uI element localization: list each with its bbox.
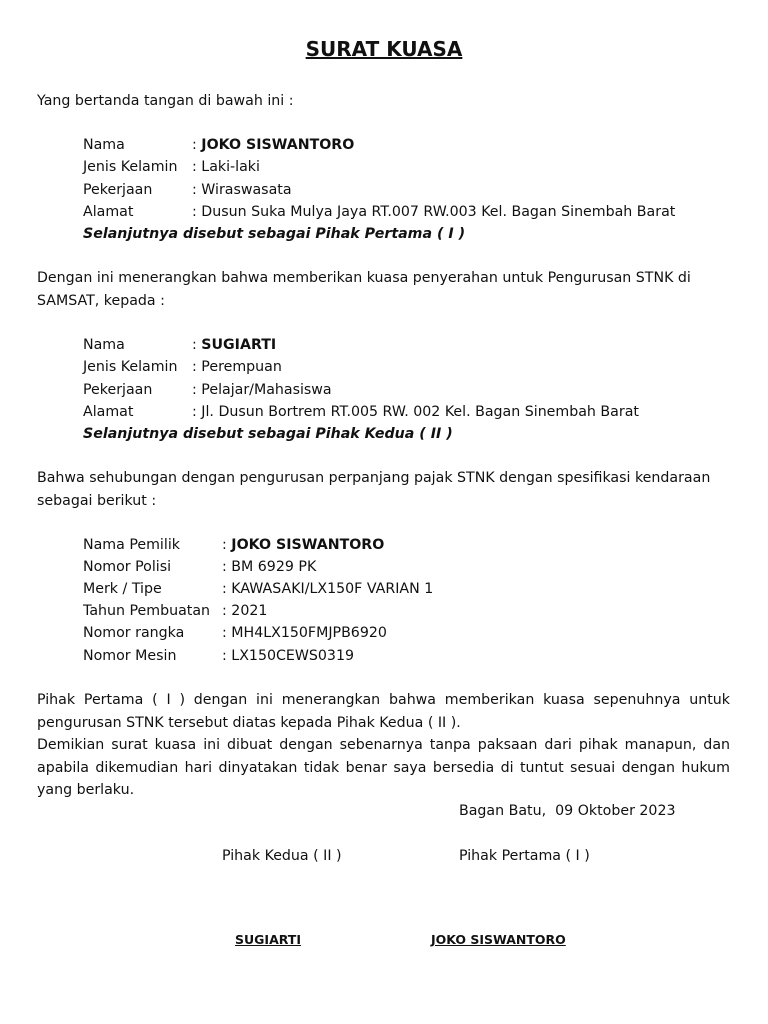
field-label: Jenis Kelamin (83, 359, 178, 375)
spec-label: Nomor rangka (83, 625, 185, 641)
field-label: Nama (83, 137, 125, 153)
spec-label: Nama Pemilik (83, 537, 180, 553)
intro-text: Yang bertanda tangan di bawah ini : (37, 93, 294, 109)
spec-label: Nomor Mesin (83, 648, 177, 664)
sign-right-name: JOKO SISWANTORO (431, 932, 566, 947)
spec-label: Tahun Pembuatan (83, 603, 211, 619)
field-label: Nama (83, 337, 125, 353)
field-value: : SUGIARTI (192, 337, 277, 353)
field-value: : JOKO SISWANTORO (192, 137, 355, 153)
spec-value: : BM 6929 PK (222, 559, 317, 575)
field-value: : Wiraswasata (192, 182, 292, 198)
closing-paragraph-1: Pihak Pertama ( I ) dengan ini menerangkan bahwa memberikan kuasa sepenuhnya untuk pengurusan STNK tersebut diatas kepada Pihak Kedua ( II ). (37, 692, 730, 731)
field-label: Jenis Kelamin (83, 159, 178, 175)
pihak-kedua-note: Selanjutnya disebut sebagai Pihak Kedua ( II ) (83, 426, 453, 442)
field-value: : Dusun Suka Mulya Jaya RT.007 RW.003 Kel. Bagan Sinembah Barat (192, 204, 676, 220)
spec-value: : MH4LX150FMJPB6920 (222, 625, 387, 641)
field-label: Alamat (83, 204, 134, 220)
spec-value: : LX150CEWS0319 (222, 648, 355, 664)
spec-label: Merk / Tipe (83, 581, 162, 597)
field-label: Pekerjaan (83, 182, 153, 198)
spec-value: : 2021 (222, 603, 268, 619)
sign-right-role: Pihak Pertama ( I ) (459, 848, 590, 864)
page-title: SURAT KUASA (305, 37, 463, 61)
field-value: : Perempuan (192, 359, 282, 375)
spec-label: Nomor Polisi (83, 559, 172, 575)
spec-value: : KAWASAKI/LX150F VARIAN 1 (222, 581, 434, 597)
pihak-pertama-note: Selanjutnya disebut sebagai Pihak Pertama ( I ) (83, 226, 466, 242)
statement-text: Dengan ini menerangkan bahwa memberikan kuasa penyerahan untuk Pengurusan STNK di SAMSAT, kepada : (37, 270, 691, 309)
sign-left-role: Pihak Kedua ( II ) (222, 848, 342, 864)
field-value: : Laki-laki (192, 159, 260, 175)
field-label: Alamat (83, 404, 134, 420)
spec-value: : JOKO SISWANTORO (222, 537, 385, 553)
closing-paragraph-2: Demikian surat kuasa ini dibuat dengan sebenarnya tanpa paksaan dari pihak manapun, dan apabila dikemudian hari dinyatakan tidak benar saya bersedia di tuntut sesuai dengan hukum yang berlaku. (37, 737, 730, 798)
vehicle-intro-text: Bahwa sehubungan dengan pengurusan perpanjang pajak STNK dengan spesifikasi kendaraan sebagai berikut : (37, 470, 711, 509)
field-value: : Jl. Dusun Bortrem RT.005 RW. 002 Kel. Bagan Sinembah Barat (192, 404, 639, 420)
field-label: Pekerjaan (83, 382, 153, 398)
sign-left-name: SUGIARTI (235, 932, 301, 947)
field-value: : Pelajar/Mahasiswa (192, 382, 332, 398)
place-date: Bagan Batu, 09 Oktober 2023 (459, 803, 676, 819)
